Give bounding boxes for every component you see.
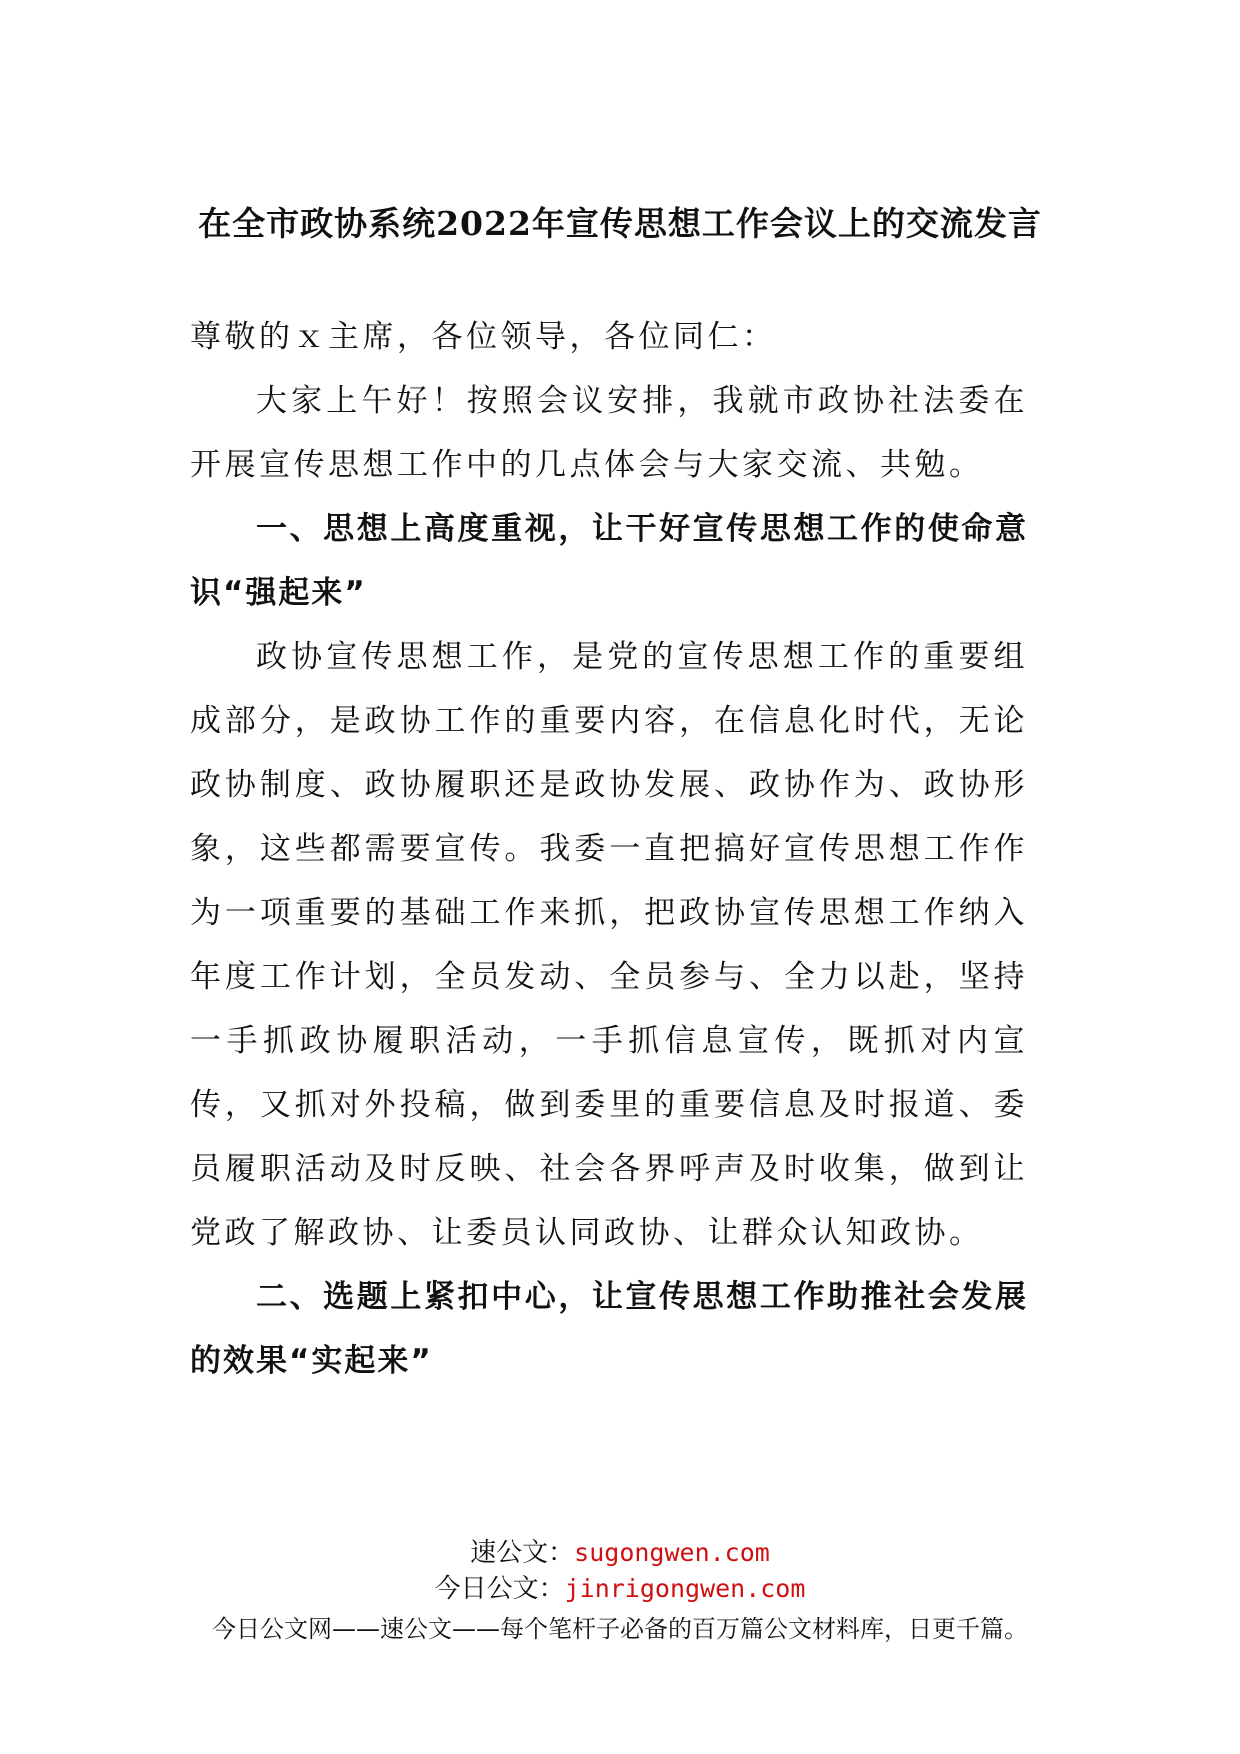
footer-label-jinrigongwen: 今日公文： [434,1574,565,1604]
footer-link-jinrigongwen[interactable]: jinrigongwen.com [564,1574,806,1603]
section-heading-2: 二、选题上紧扣中心，让宣传思想工作助推社会发展的效果“实起来” [190,1279,1028,1379]
footer-line-sugongwen [0,1535,1240,1571]
paragraph-greeting: 大家上午好！按照会议安排，我就市政协社法委在开展宣传思想工作中的几点体会与大家交流、共勉。 [190,383,1028,483]
paragraph-section-1: 政协宣传思想工作，是党的宣传思想工作的重要组成部分，是政协工作的重要内容，在信息化时代，无论政协制度、政协履职还是政协发展、政协作为、政协形象，这些都需要宣传。我委一直把搞好宣传思想工作作为一项重要的基础工作来抓，把政协宣传思想工作纳入年度工作计划，全员发动、全员参与、全力以赴，坚持一手抓政协履职活动，一手抓信息宣传，既抓对内宣传，又抓对外投稿，做到委里的重要信息及时报道、委员履职活动及时反映、社会各界呼声及时收集，做到让党政了解政协、让委员认同政协、让群众认知政协。 [190,639,1028,1251]
footer-tagline: 今日公文网——速公文——每个笔杆子必备的百万篇公文材料库，日更千篇。 [212,1615,1028,1643]
document-title: 在全市政协系统2022年宣传思想工作会议上的交流发言 [198,204,1042,243]
footer-line-jinrigongwen [0,1571,1240,1607]
section-heading-1: 一、思想上高度重视，让干好宣传思想工作的使命意识“强起来” [190,511,1028,611]
footer [0,1535,1240,1649]
footer-link-sugongwen[interactable]: sugongwen.com [574,1538,770,1567]
document-body [190,305,1028,1393]
salutation: 尊敬的ｘ主席，各位领导，各位同仁： [190,319,777,355]
footer-label-sugongwen: 速公文： [470,1538,575,1568]
